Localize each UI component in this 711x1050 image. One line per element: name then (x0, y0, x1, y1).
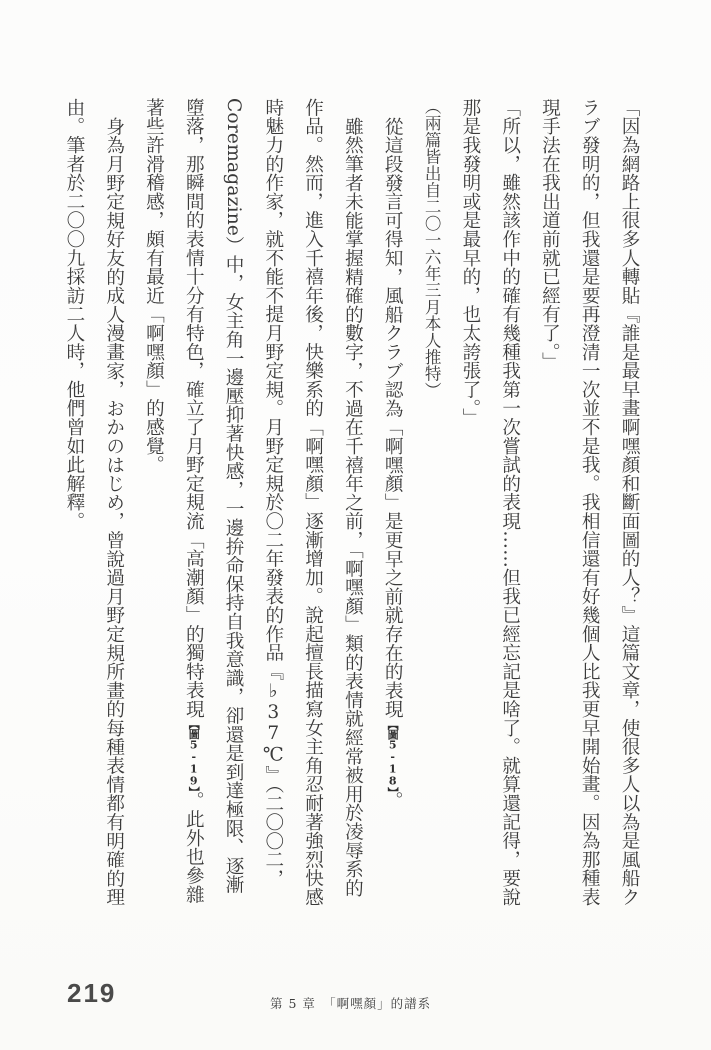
figure-reference-5-19: 【圖5-19】 (187, 718, 201, 791)
page-number: 219 (67, 978, 117, 1008)
work-title-b37c: ♭37℃ (262, 680, 284, 766)
paragraph-text: 從這段發言可得知，風船クラブ認為「啊嘿顏」是更早之前就存在的表現 (382, 116, 404, 719)
body-paragraph-2 (134, 98, 373, 910)
paragraph-text: 』（二〇〇二，Coremagazine）中，女主角一邊壓抑著快感，一邊拚命保持自我意識，卻還是到達極限、逐漸墮落，那瞬間的表情十分有特色，確立了月野定規流「高潮顏」的獨特表現 (183, 98, 284, 895)
paragraph-text: 。 (382, 790, 404, 810)
quote-paragraph-1: 「因為網路上很多人轉貼『誰是最早畫啊嘿顏和斷面圖的人？』這篇文章，使很多人以為是風船クラブ發明的，但我還是要再澄清一次並不是我。我相信還有好幾個人比我更早開始畫。因為那種表現手法在我出道前就已經有了。」 (539, 98, 640, 907)
quote-paragraph-2: 「所以，雖然該作中的確有幾種我第一次嘗試的表現……但我已經忘記是啥了。就算還記得，要說那是我發明或是最早的，也太誇張了。」 (459, 98, 521, 907)
body-paragraph-3: 身為月野定規好友的成人漫畫家，おかのはじめ，曾說過月野定規所畫的每種表情都有明確的理由。筆者於二〇〇九採訪二人時，他們曾如此解釋。 (63, 98, 125, 907)
page-text (49, 98, 649, 910)
paragraph-text: 。此外也參雜著些許滑稽感，頗有最近「啊嘿顏」的感覺。 (143, 98, 205, 904)
quote-attribution: （兩篇皆出自二〇一六年三月本人推特） (422, 98, 442, 399)
paragraph-text: 雖然筆者未能掌握精確的數字，不過在千禧年之前，「啊嘿顏」類的表情就經常被用於凌辱系的作品。然而，進入千禧年後，快樂系的「啊嘿顏」逐漸增加。說起擅長描寫女主角忍耐著強烈快感時魅力的作家，就不能不提月野定規。月野定規於〇二年發表的作品『 (262, 98, 364, 907)
figure-reference-5-18: 【圖5-18】 (386, 718, 400, 791)
footer-chapter-title: 第 5 章 「啊嘿顏」的譜系 (270, 996, 432, 1011)
body-paragraph-1 (372, 98, 412, 910)
